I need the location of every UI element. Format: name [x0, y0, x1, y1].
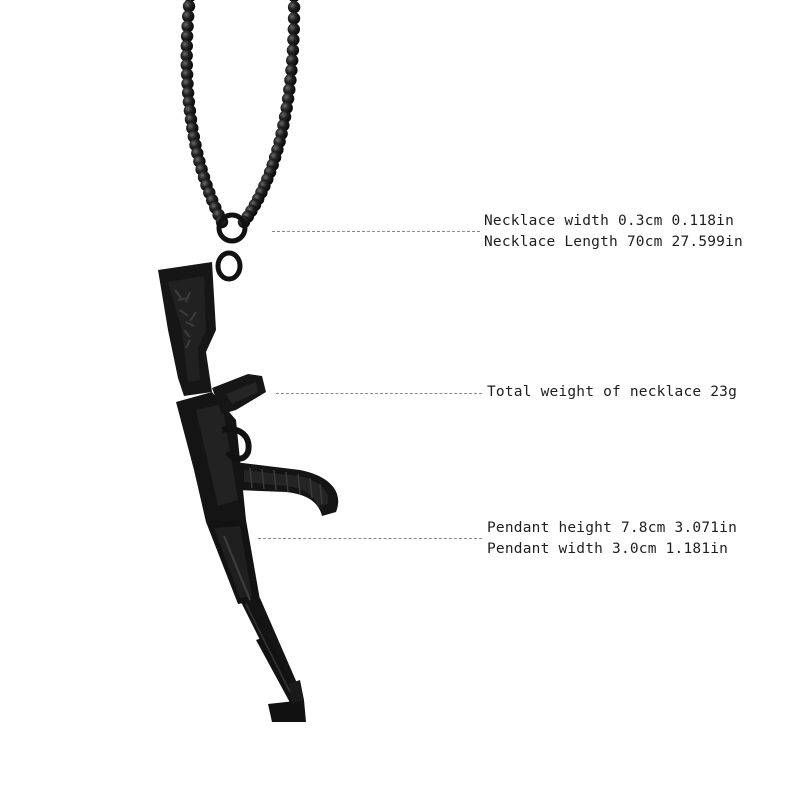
chain-bead [288, 1, 300, 13]
chain-bead [288, 23, 300, 35]
pendant-width-label: Pendant width 3.0cm 1.181in [487, 541, 729, 557]
necklace-length-label: Necklace Length 70cm 27.599in [484, 234, 743, 250]
rifle-pendant [158, 262, 338, 722]
total-weight-label: Total weight of necklace 23g [487, 384, 738, 400]
leader-line-necklace [272, 231, 480, 232]
ball-chain [181, 0, 301, 228]
pendant-specs [487, 518, 737, 560]
necklace-width-label: Necklace width 0.3cm 0.118in [484, 213, 735, 229]
leader-line-weight [276, 393, 482, 394]
weight-spec [487, 382, 737, 403]
leader-line-pendant [258, 538, 482, 539]
necklace-specs [484, 211, 743, 253]
pendant-height-label: Pendant height 7.8cm 3.071in [487, 520, 738, 536]
chain-bead [288, 12, 300, 24]
